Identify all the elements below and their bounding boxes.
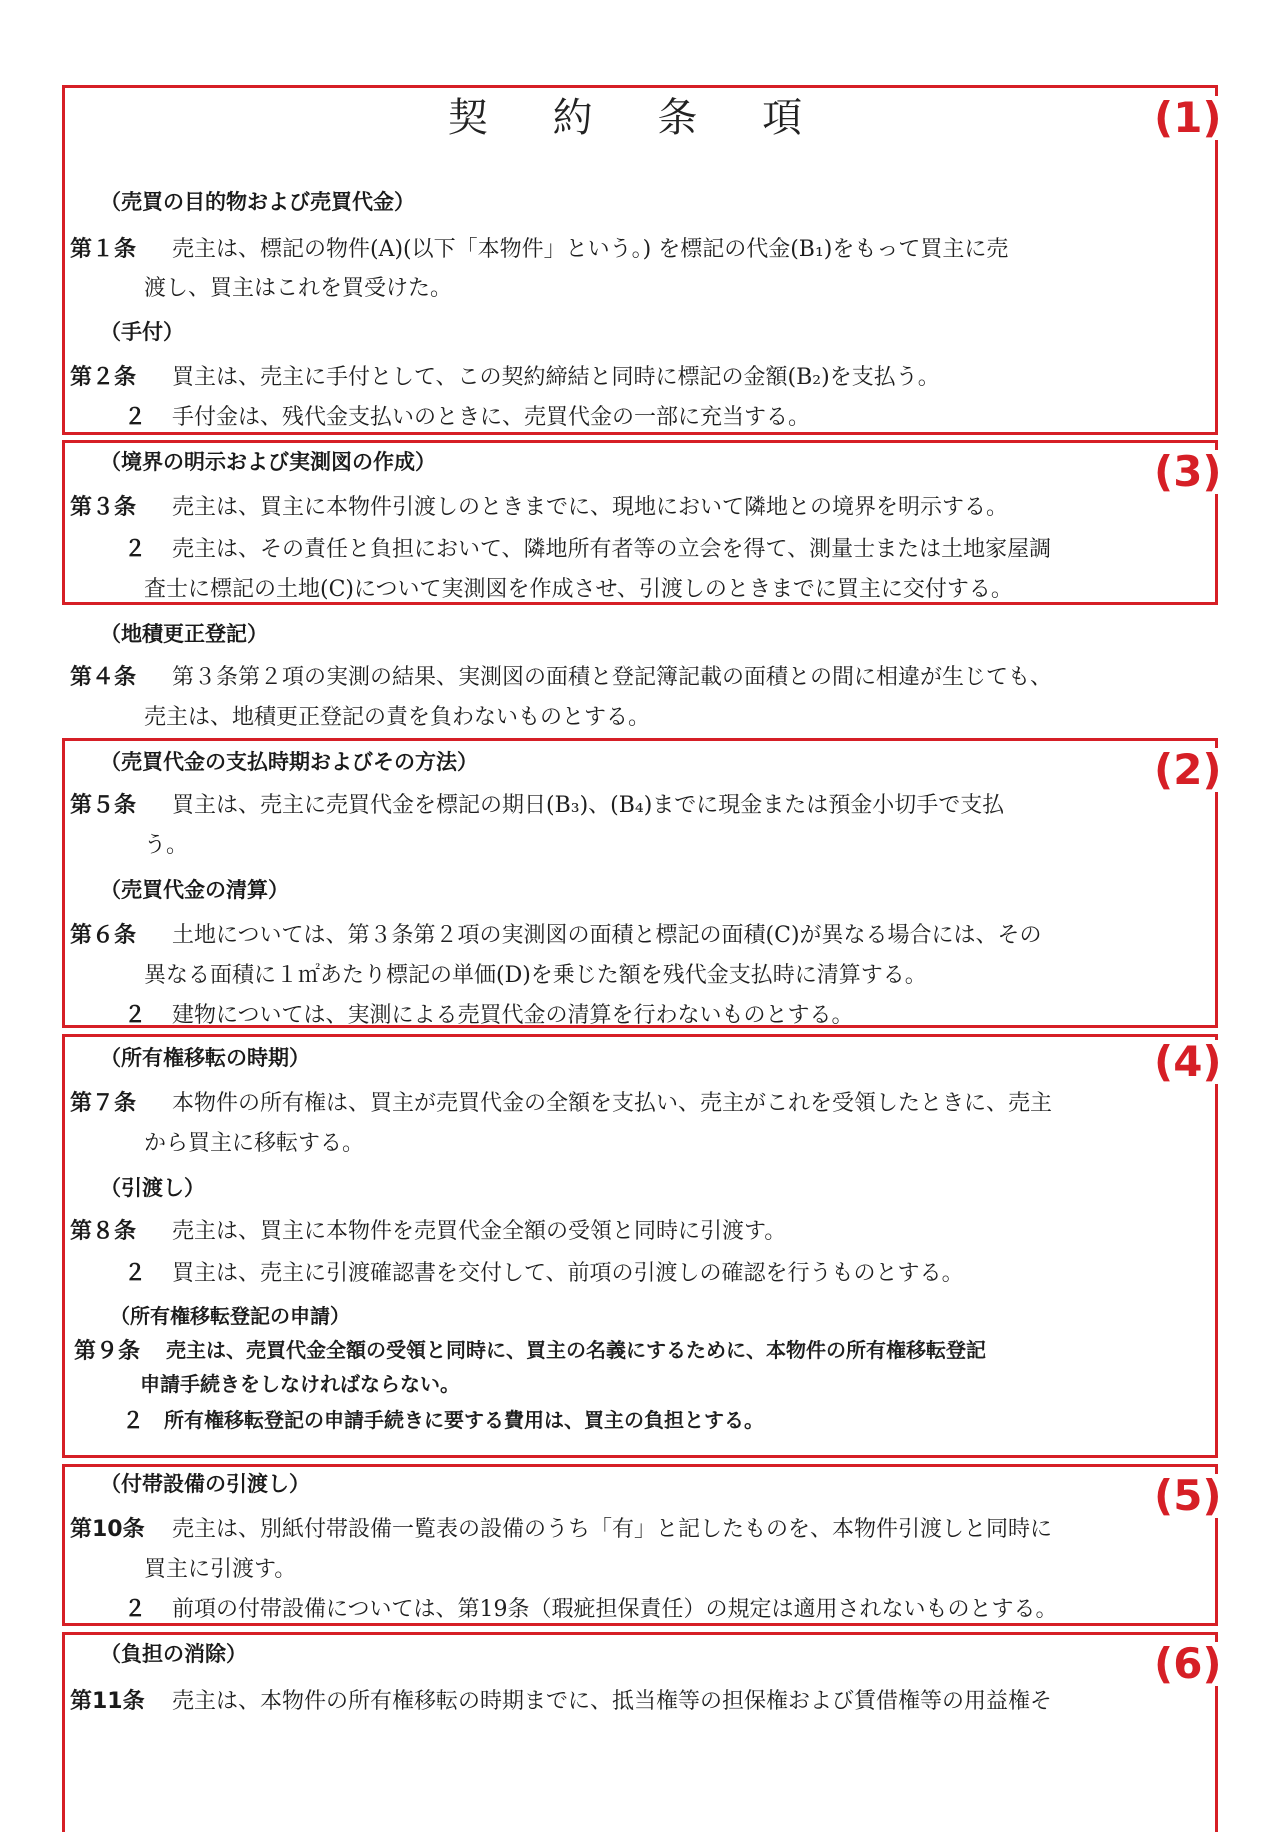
article-10-number: 第10条 (70, 1517, 145, 1542)
article-3-paragraph-2-line-2: 査士に標記の土地(C)について実測図を作成させ、引渡しのときまでに買主に交付する。 (144, 577, 1013, 602)
article-8-paragraph-2-line-1: 買主は、売主に引渡確認書を交付して、前項の引渡しの確認を行うものとする。 (172, 1261, 964, 1286)
article-3-paragraph-2-line-1: 売主は、その責任と負担において、隣地所有者等の立会を得て、測量士または土地家屋調 (172, 537, 1052, 562)
article-8-heading: （引渡し） (100, 1176, 205, 1200)
section-label-5: (5) (1154, 1471, 1222, 1520)
article-7-number: 第７条 (70, 1091, 137, 1116)
article-9-heading: （所有権移転登記の申請） (110, 1304, 350, 1328)
section-label-1: (1) (1154, 93, 1222, 142)
section-label-3: (3) (1154, 447, 1222, 496)
article-8-number: 第８条 (70, 1219, 137, 1244)
section-label-4: (4) (1154, 1037, 1222, 1086)
article-4-heading: （地積更正登記） (100, 622, 268, 646)
article-1-number: 第１条 (70, 237, 137, 262)
article-10-line-2: 買主に引渡す。 (144, 1557, 297, 1582)
article-4-number: 第４条 (70, 665, 137, 690)
article-11-line-1: 売主は、本物件の所有権移転の時期までに、抵当権等の担保権および賃借権等の用益権そ (172, 1689, 1053, 1714)
section-label-2: (2) (1154, 745, 1222, 794)
article-5-line-1: 買主は、売主に売買代金を標記の期日(B₃)、(B₄)までに現金または預金小切手で支払 (172, 793, 1005, 818)
article-3-number: 第３条 (70, 495, 137, 520)
article-6-line-1: 土地については、第３条第２項の実測図の面積と標記の面積(C)が異なる場合には、その (172, 923, 1042, 948)
article-3-paragraph-2-number: ２ (124, 537, 147, 562)
article-6-paragraph-2-number: ２ (124, 1003, 147, 1028)
article-3-line-1: 売主は、買主に本物件引渡しのときまでに、現地において隣地との境界を明示する。 (172, 495, 1009, 520)
article-11-heading: （負担の消除） (100, 1642, 247, 1666)
article-2-number: 第２条 (70, 365, 137, 390)
article-6-number: 第６条 (70, 923, 137, 948)
article-5-heading: （売買代金の支払時期およびその方法） (100, 750, 478, 774)
article-7-heading: （所有権移転の時期） (100, 1046, 310, 1070)
article-9-paragraph-2-number: ２ (122, 1409, 145, 1434)
article-9-line-1: 売主は、売買代金全額の受領と同時に、買主の名義にするために、本物件の所有権移転登記 (166, 1338, 986, 1362)
article-10-paragraph-2-line-1: 前項の付帯設備については、第19条（瑕疵担保責任）の規定は適用されないものとする。 (172, 1597, 1058, 1622)
article-5-number: 第５条 (70, 793, 137, 818)
document-title: 契 約 条 項 (447, 95, 829, 141)
article-1-line-2: 渡し、買主はこれを買受けた。 (144, 276, 453, 301)
article-7-line-2: から買主に移転する。 (144, 1131, 365, 1156)
article-9-number: 第９条 (74, 1339, 141, 1364)
article-10-line-1: 売主は、別紙付帯設備一覧表の設備のうち「有」と記したものを、本物件引渡しと同時に (172, 1517, 1053, 1542)
article-2-paragraph-2-line-1: 手付金は、残代金支払いのときに、売買代金の一部に充当する。 (172, 405, 811, 430)
article-1-heading: （売買の目的物および売買代金） (100, 190, 415, 214)
article-11-number: 第11条 (70, 1689, 145, 1714)
article-8-paragraph-2-number: ２ (124, 1261, 147, 1286)
article-9-line-2: 申請手続きをしなければならない。 (140, 1372, 460, 1396)
article-8-line-1: 売主は、買主に本物件を売買代金全額の受領と同時に引渡す。 (172, 1219, 787, 1244)
article-6-paragraph-2-line-1: 建物については、実測による売買代金の清算を行わないものとする。 (172, 1003, 854, 1028)
article-7-line-1: 本物件の所有権は、買主が売買代金の全額を支払い、売主がこれを受領したときに、売主 (172, 1091, 1053, 1116)
article-1-line-1: 売主は、標記の物件(A)(以下「本物件」という。) を標記の代金(B₁)をもって買主に売 (172, 237, 1009, 262)
article-4-line-1: 第３条第２項の実測の結果、実測図の面積と登記簿記載の面積との間に相違が生じても、 (172, 665, 1053, 690)
article-9-paragraph-2-line-1: 所有権移転登記の申請手続きに要する費用は、買主の負担とする。 (164, 1408, 764, 1432)
article-6-line-2: 異なる面積に１㎡あたり標記の単価(D)を乗じた額を残代金支払時に清算する。 (144, 963, 927, 988)
article-2-heading: （手付） (100, 320, 184, 344)
article-4-line-2: 売主は、地積更正登記の責を負わないものとする。 (144, 705, 651, 730)
article-2-line-1: 買主は、売主に手付として、この契約締結と同時に標記の金額(B₂)を支払う。 (172, 365, 940, 390)
article-2-paragraph-2-number: ２ (124, 405, 147, 430)
article-6-heading: （売買代金の清算） (100, 878, 289, 902)
article-10-heading: （付帯設備の引渡し） (100, 1472, 310, 1496)
section-label-6: (6) (1154, 1639, 1222, 1688)
article-10-paragraph-2-number: ２ (124, 1597, 147, 1622)
article-3-heading: （境界の明示および実測図の作成） (100, 450, 436, 474)
article-5-line-2: う。 (144, 833, 189, 858)
